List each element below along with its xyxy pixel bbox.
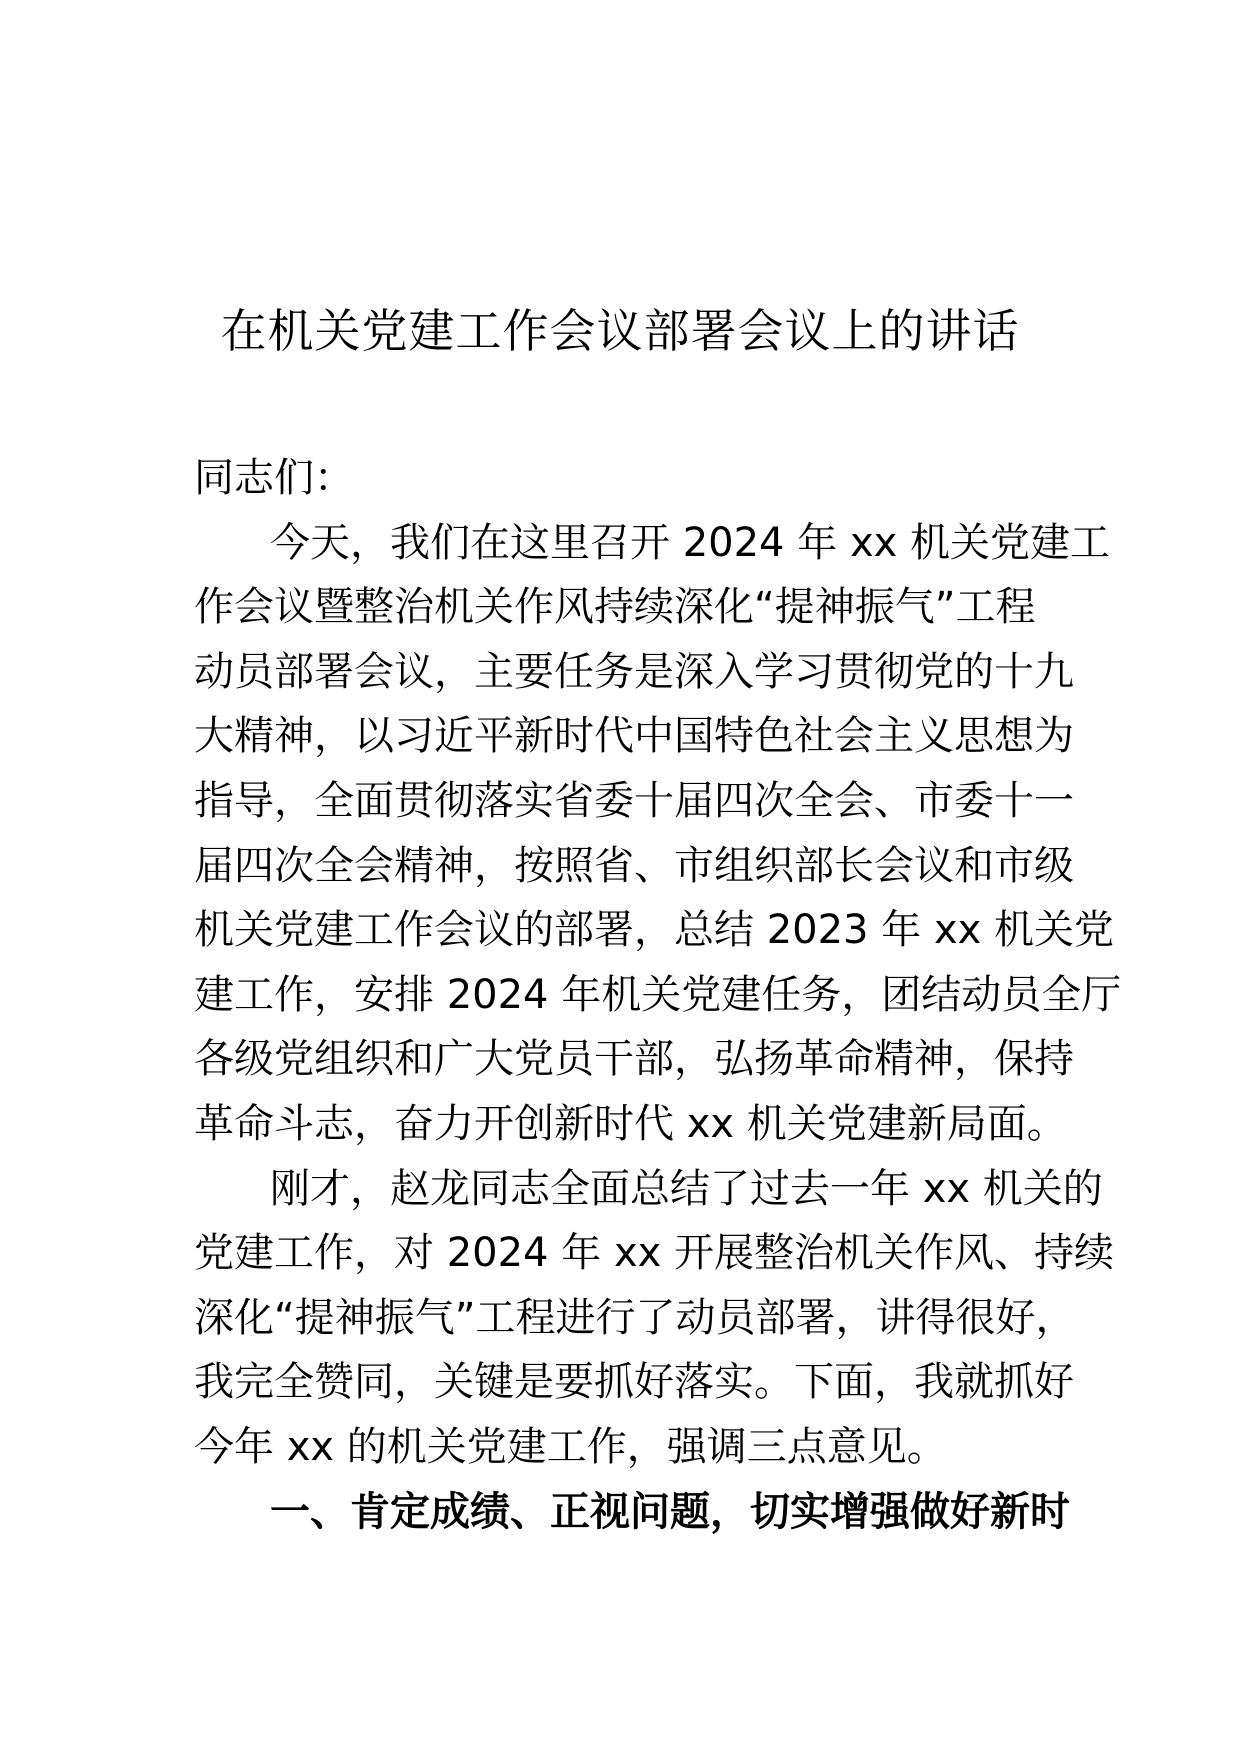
salutation: 同志们： (194, 455, 354, 501)
paragraph-line: 届四次全会精神，按照省、市组织部长会议和市级 (194, 842, 1074, 889)
paragraph-line: 革命斗志，奋力开创新时代 xx 机关党建新局面。 (194, 1100, 1067, 1147)
paragraph-line: 指导，全面贯彻落实省委十届四次全会、市委十一 (194, 777, 1074, 824)
section-heading: 一、肯定成绩、正视问题，切实增强做好新时 (270, 1488, 1070, 1535)
paragraph-line: 机关党建工作会议的部署，总结 2023 年 xx 机关党 (194, 907, 1114, 954)
paragraph-line: 我完全赞同，关键是要抓好落实。下面，我就抓好 (194, 1359, 1074, 1406)
paragraph-line: 大精神，以习近平新时代中国特色社会主义思想为 (194, 713, 1074, 760)
paragraph-line: 各级党组织和广大党员干部，弘扬革命精神，保持 (194, 1036, 1074, 1083)
paragraph-line: 今年 xx 的机关党建工作，强调三点意见。 (194, 1423, 947, 1470)
paragraph-line: 今天，我们在这里召开 2024 年 xx 机关党建工 (270, 519, 1110, 566)
document-body (194, 446, 1122, 1544)
document-title: 在机关党建工作会议部署会议上的讲话 (220, 304, 1020, 358)
paragraph-line: 建工作，安排 2024 年机关党建任务，团结动员全厅 (194, 971, 1122, 1018)
paragraph-line: 作会议暨整治机关作风持续深化“提神振气”工程 (194, 584, 1036, 631)
paragraph-line: 深化“提神振气”工程进行了动员部署，讲得很好， (194, 1294, 1076, 1341)
paragraph-line: 刚才，赵龙同志全面总结了过去一年 xx 机关的 (270, 1165, 1103, 1212)
paragraph-line: 党建工作，对 2024 年 xx 开展整治机关作风、持续 (194, 1230, 1114, 1277)
paragraph-line: 动员部署会议，主要任务是深入学习贯彻党的十九 (194, 648, 1074, 695)
